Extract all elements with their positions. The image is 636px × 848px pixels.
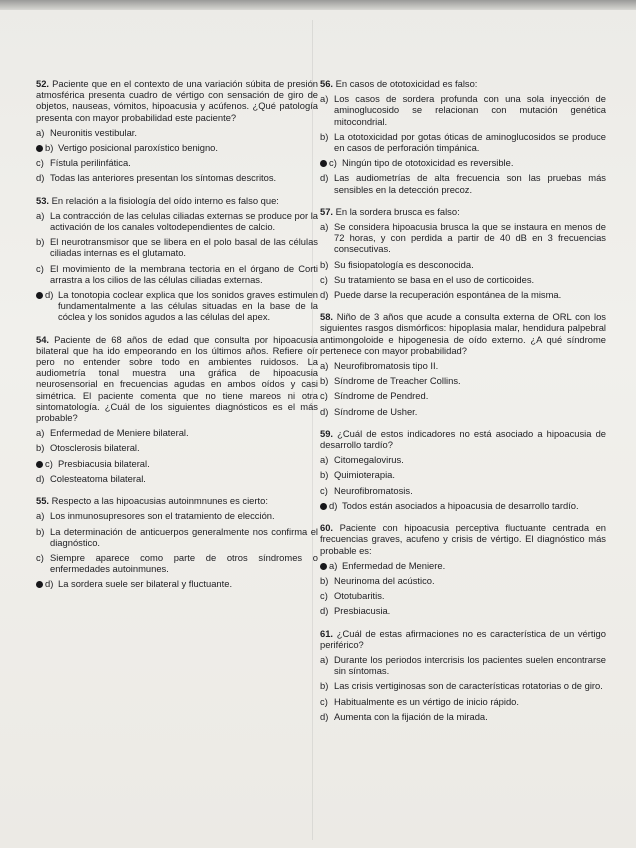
option-text: Todos están asociados a hipoacusia de desarrollo tardío. [342, 499, 579, 511]
question-text: Paciente con hipoacusia perceptiva fluctuante centrada en frecuencias graves, acufeno y crisis de vértigo. El diagnóstico más probable es: [320, 522, 606, 556]
option-letter [36, 458, 58, 469]
option-text: La ototoxicidad por gotas óticas de aminoglucosidos se produce en casos de perforación timpánica. [334, 130, 606, 154]
answer-option [320, 696, 606, 707]
question-number: 53. [36, 194, 50, 206]
option-letter-text: c) [36, 551, 44, 563]
option-letter [36, 236, 50, 258]
answer-option [320, 590, 606, 601]
answer-option [36, 526, 318, 548]
option-text: Neuronitis vestibular. [50, 126, 138, 138]
answer-option [320, 390, 606, 401]
answer-option [36, 210, 318, 232]
option-letter [36, 510, 50, 521]
option-text: La tonotopia coclear explica que los sonidos graves estimulen fundamentalmente a las células situadas en la base de la cóclea y los sonidos agudos a las células del apex. [58, 289, 318, 323]
question-text: En relación a la fisiología del oído interno es falso que: [51, 194, 279, 206]
option-letter [320, 131, 334, 153]
option-letter [320, 274, 334, 285]
question-55 [36, 495, 318, 589]
answer-option [36, 289, 318, 323]
option-text: La determinación de anticuerpos generalmente nos confirma el diagnóstico. [50, 525, 318, 548]
question-54 [36, 334, 318, 484]
option-text: Quimioterapia. [334, 469, 395, 481]
option-letter [320, 360, 334, 371]
option-letter [320, 454, 334, 465]
question-stem [320, 522, 606, 556]
option-letter-text: a) [320, 360, 329, 372]
question-text: Paciente de 68 años de edad que consulta por hipoacusia bilateral que ha ido empeorando en los últimos años. Refiere oír pero no entender sobre todo en ambientes ruidosos. La audiometría tonal muestra una gráfica de hipoacusia neurosensorial en frecuencias agudas en ambos oídos y casi simétrica. El paciente comenta que no tiene mareos ni otra sintomatología. ¿Cuál de los siguientes diagnósticos es el más probable? [36, 333, 318, 424]
option-letter [36, 552, 50, 574]
option-letter-text: a) [320, 93, 329, 105]
answer-option [320, 654, 606, 676]
answer-option [36, 442, 318, 453]
option-text: Enfermedad de Meniere bilateral. [50, 427, 189, 439]
option-letter [36, 526, 50, 548]
option-letter [320, 259, 334, 270]
option-letter [320, 680, 334, 691]
option-letter [320, 485, 334, 496]
option-letter-text: d) [320, 172, 329, 184]
selected-answer-mark-icon [320, 160, 327, 167]
option-text: El movimiento de la membrana tectoria en el órgano de Corti arrastra a los cilios de las células ciliadas externas. [50, 262, 318, 285]
option-text: Siempre aparece como parte de otros síndromes o enfermedades autoinmunes. [50, 551, 318, 575]
option-text: Puede darse la recuperación espontánea de la misma. [334, 289, 562, 301]
option-letter [36, 473, 50, 484]
option-letter [320, 172, 334, 194]
option-letter-text: b) [320, 469, 329, 481]
option-letter-text: d) [320, 405, 329, 417]
option-text: Otosclerosis bilateral. [50, 442, 140, 454]
option-letter [320, 469, 334, 480]
question-stem [320, 78, 606, 89]
option-letter-text: a) [36, 510, 45, 522]
selected-answer-mark-icon [320, 503, 327, 510]
question-number: 55. [36, 495, 50, 507]
option-letter [36, 263, 50, 285]
question-text: Niño de 3 años que acude a consulta externa de ORL con los siguientes rasgos dismórficos: hipoplasia malar, hendidura palpebral antimongoloide e hipogenesia de oído externo. ¿A qué síndrome pertenece con mayor probabilidad? [320, 311, 606, 356]
answer-option [320, 360, 606, 371]
option-text: Los inmunosupresores son el tratamiento de elección. [50, 510, 275, 522]
answer-option [320, 259, 606, 270]
option-text: Aumenta con la fijación de la mirada. [334, 710, 488, 722]
answer-option [36, 578, 318, 589]
option-letter-text: d) [320, 710, 329, 722]
question-number: 52. [36, 78, 50, 89]
question-53 [36, 195, 318, 323]
option-letter [320, 406, 334, 417]
option-text: Neurofibromatosis tipo II. [334, 360, 439, 372]
answer-option [320, 221, 606, 255]
answer-option [36, 142, 318, 153]
question-text: ¿Cuál de estos indicadores no está asociado a hipoacusia de desarrollo tardío? [320, 427, 607, 451]
answer-option [320, 172, 606, 194]
option-text: Se considera hipoacusia brusca la que se instaura en menos de 72 horas, y con perdida a partir de 40 dB en 3 frecuencias consecutivas. [334, 221, 606, 255]
option-text: Habitualmente es un vértigo de inicio rápido. [334, 695, 520, 707]
question-text: En casos de ototoxicidad es falso: [335, 78, 478, 89]
answer-option [36, 552, 318, 574]
answer-option [320, 560, 606, 571]
question-56 [320, 78, 606, 195]
option-letter [320, 157, 342, 168]
option-letter [320, 390, 334, 401]
option-letter [36, 578, 58, 589]
question-stem [320, 311, 606, 356]
option-letter [36, 427, 50, 438]
answer-option [320, 680, 606, 691]
option-letter [320, 560, 342, 571]
question-number: 54. [36, 333, 50, 345]
option-letter-text: a) [36, 126, 45, 138]
selected-answer-mark-icon [36, 461, 43, 468]
answer-option [36, 458, 318, 469]
option-letter-text: b) [320, 375, 329, 387]
option-text: Síndrome de Pendred. [334, 390, 429, 402]
option-text: Las crisis vertiginosas son de características rotatorias o de giro. [334, 680, 603, 692]
answer-option [320, 485, 606, 496]
answer-option [36, 510, 318, 521]
question-stem [320, 428, 606, 450]
option-letter-text: b) [36, 442, 45, 454]
question-text: Paciente que en el contexto de una variación súbita de presión atmosférica presenta cuadro de vértigo con sensación de giro de objetos, nauseas, vómitos, hipoacusia y acúfenos. ¿Qué patología presenta con mayor probabilidad este paciente? [36, 78, 319, 123]
option-text: Las audiometrías de alta frecuencia son las pruebas más sensibles en la detección precoz. [334, 172, 606, 195]
option-letter-text: d) [36, 472, 45, 484]
option-text: Presbiacusia bilateral. [58, 457, 150, 469]
option-text: El neurotransmisor que se libera en el polo basal de las células ciliadas internas es el glutamato. [50, 236, 318, 259]
option-letter [320, 289, 334, 300]
selected-answer-mark-icon [320, 563, 327, 570]
option-letter-text: d) [36, 172, 45, 184]
option-text: Ototubaritis. [334, 590, 385, 602]
option-text: Citomegalovirus. [334, 454, 404, 466]
answer-option [320, 469, 606, 480]
option-letter [36, 210, 50, 232]
option-letter-text: b) [320, 680, 329, 692]
option-letter [320, 500, 342, 511]
answer-option [36, 263, 318, 285]
option-letter [320, 654, 334, 676]
question-number: 56. [320, 78, 334, 89]
option-letter-text: c) [320, 695, 328, 707]
option-letter-text: c) [36, 262, 44, 274]
question-text: En la sordera brusca es falso: [335, 205, 460, 217]
question-stem [320, 206, 606, 217]
option-letter [320, 221, 334, 255]
option-letter-text: c) [320, 484, 328, 496]
option-text: Su fisiopatología es desconocida. [334, 258, 474, 270]
option-letter-text: b) [320, 574, 329, 586]
option-text: Fístula perilinfática. [50, 157, 131, 169]
option-text: Su tratamiento se basa en el uso de corticoides. [334, 273, 535, 285]
option-letter-text: b) [320, 130, 329, 142]
answer-option [320, 711, 606, 722]
question-number: 58. [320, 311, 334, 323]
question-stem [320, 628, 606, 650]
option-letter [320, 93, 334, 127]
option-text: La contracción de las celulas ciliadas externas se produce por la activación de los canales voltodependientes de calcio. [50, 209, 318, 233]
option-text: Presbiacusia. [334, 605, 391, 617]
answer-option [320, 274, 606, 285]
question-57 [320, 206, 606, 300]
question-text: ¿Cuál de estas afirmaciones no es característica de un vértigo periférico? [320, 627, 606, 650]
option-letter-text: b) [36, 236, 45, 248]
option-letter [320, 696, 334, 707]
right-column [320, 78, 606, 733]
option-text: Vertigo posicional paroxístico benigno. [58, 142, 218, 154]
option-letter [36, 172, 50, 183]
question-number: 59. [320, 427, 334, 439]
option-letter [320, 590, 334, 601]
selected-answer-mark-icon [36, 581, 43, 588]
option-text: Neurofibromatosis. [334, 484, 413, 496]
answer-option [320, 289, 606, 300]
option-letter-text: d) [45, 578, 54, 590]
option-text: Enfermedad de Meniere. [342, 559, 446, 571]
option-letter [320, 711, 334, 722]
option-letter [36, 442, 50, 453]
option-letter [320, 375, 334, 386]
option-letter-text: d) [45, 289, 54, 301]
answer-option [320, 605, 606, 616]
answer-option [36, 172, 318, 183]
option-text: Todas las anteriores presentan los síntomas descritos. [50, 172, 277, 184]
question-60 [320, 522, 606, 616]
question-59 [320, 428, 606, 511]
option-text: Síndrome de Usher. [334, 405, 418, 417]
option-text: Colesteatoma bilateral. [50, 472, 146, 484]
option-text: Neurinoma del acústico. [334, 574, 435, 586]
answer-option [320, 375, 606, 386]
answer-option [36, 236, 318, 258]
option-letter-text: a) [329, 559, 338, 571]
option-letter [36, 157, 50, 168]
option-letter-text: b) [36, 525, 45, 537]
option-text: La sordera suele ser bilateral y fluctuante. [58, 578, 233, 590]
option-letter-text: a) [320, 454, 329, 466]
option-letter-text: c) [329, 157, 337, 169]
option-letter-text: d) [329, 499, 338, 511]
answer-option [320, 93, 606, 127]
question-stem [36, 495, 318, 506]
option-letter-text: c) [320, 390, 328, 402]
answer-option [36, 157, 318, 168]
option-letter [320, 605, 334, 616]
answer-option [320, 157, 606, 168]
scan-top-edge [0, 0, 636, 10]
option-letter [36, 142, 58, 153]
option-letter [320, 575, 334, 586]
left-column [36, 78, 318, 601]
answer-option [320, 406, 606, 417]
question-number: 60. [320, 522, 334, 534]
question-58 [320, 311, 606, 417]
question-number: 61. [320, 627, 334, 639]
answer-option [320, 500, 606, 511]
option-letter-text: a) [36, 209, 45, 221]
answer-option [36, 473, 318, 484]
option-letter-text: c) [45, 457, 53, 469]
option-letter-text: a) [320, 653, 329, 665]
selected-answer-mark-icon [36, 145, 43, 152]
question-text: Respecto a las hipoacusias autoinmnunes es cierto: [51, 495, 268, 507]
answer-option [36, 127, 318, 138]
option-text: Ningún tipo de ototoxicidad es reversible. [342, 157, 514, 169]
question-stem [36, 78, 318, 123]
option-letter-text: b) [45, 142, 54, 154]
question-stem [36, 334, 318, 424]
option-letter-text: c) [36, 157, 44, 169]
option-text: Síndrome de Treacher Collins. [334, 375, 461, 387]
option-letter [36, 289, 58, 323]
answer-option [320, 575, 606, 586]
question-61 [320, 628, 606, 722]
answer-option [320, 454, 606, 465]
selected-answer-mark-icon [36, 292, 43, 299]
option-letter-text: b) [320, 258, 329, 270]
answer-option [36, 427, 318, 438]
answer-option [320, 131, 606, 153]
option-letter [36, 127, 50, 138]
question-number: 57. [320, 205, 334, 217]
question-stem [36, 195, 318, 206]
option-letter-text: d) [320, 289, 329, 301]
option-text: Durante los periodos intercrisis los pacientes suelen encontrarse sin síntomas. [334, 653, 606, 677]
option-letter-text: a) [36, 427, 45, 439]
question-52 [36, 78, 318, 184]
option-letter-text: a) [320, 221, 329, 233]
option-letter-text: d) [320, 605, 329, 617]
option-letter-text: c) [320, 273, 328, 285]
option-letter-text: c) [320, 590, 328, 602]
option-text: Los casos de sordera profunda con una sola inyección de aminoglucosido se relacionan con mutación genética mitocondrial. [334, 93, 606, 127]
